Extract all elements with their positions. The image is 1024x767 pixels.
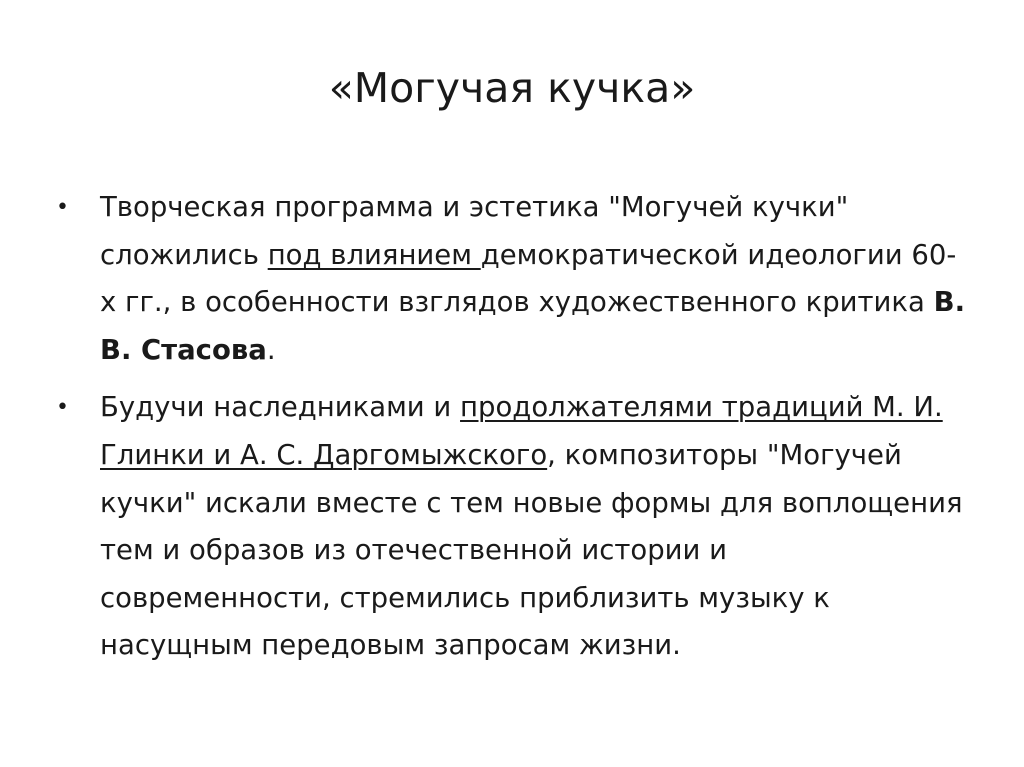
bullet-2-text-continued: , композиторы "Могучей кучки" искали вместе с тем новые формы для воплощения тем и образов из отечественной истории и современности, стремились приблизить музыку к насущным передовым запросам жизни. — [100, 438, 963, 662]
bullet-list — [56, 184, 966, 680]
bullet-1-bold-name: В. В. Стасова — [100, 286, 966, 366]
bullet-2-underlined-phrase: продолжателями традиций М. И. Глинки и А. С. Даргомыжского — [100, 391, 943, 471]
bullet-point-icon: • — [56, 195, 69, 220]
slide-title: «Могучая кучка» — [328, 64, 696, 112]
bullet-point-icon: • — [56, 395, 69, 421]
bullet-item-2 — [56, 384, 966, 670]
bullet-1-period: . — [266, 333, 276, 366]
bullet-1-text-continued: демократической идеологии 60-х гг., в особенности взглядов художественного критика — [100, 238, 957, 319]
bullet-2-text: Будучи наследниками и — [100, 391, 461, 424]
bullet-1-underlined-phrase: под влиянием — [267, 238, 481, 271]
bullet-item-1 — [56, 184, 966, 374]
bullet-1-text: Творческая программа и эстетика "Могучей кучки" сложились — [100, 191, 849, 271]
